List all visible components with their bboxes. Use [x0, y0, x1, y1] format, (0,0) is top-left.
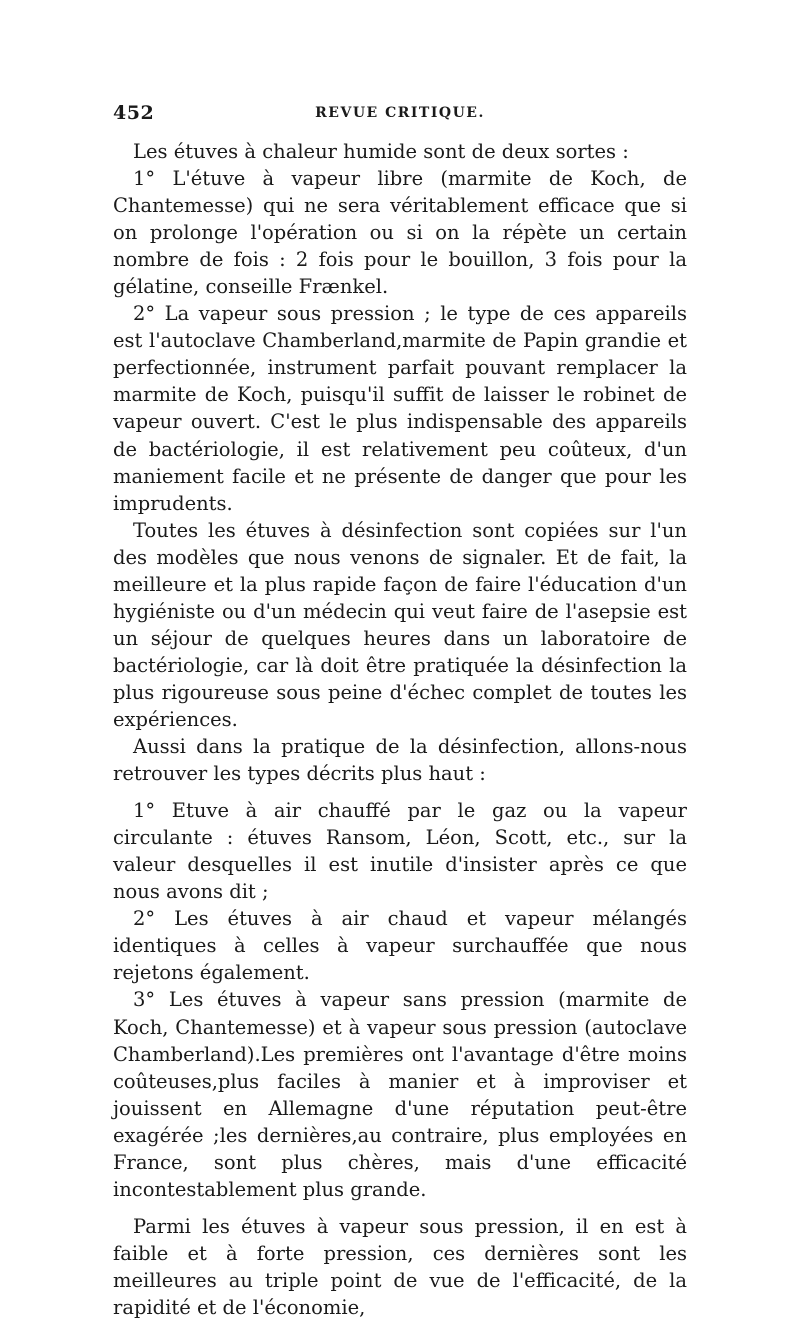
paragraph: 2° La vapeur sous pression ; le type de ces appareils est l'autoclave Chamberland,marmite de Papin grandie et perfectionnée, instrument parfait pouvant remplacer la marmite de Koch, puisqu'il suffit de laisser le robinet de vapeur ouvert. C'est le plus indispensable des appareils de bactériologie, il est relativement peu coûteux, d'un maniement facile et ne présente de danger que pour les imprudents. — [113, 302, 687, 515]
paragraph: Toutes les étuves à désinfection sont copiées sur l'un des modèles que nous venons de signaler. Et de fait, la meilleure et la plus rapide façon de faire l'éducation d'un hygiéniste ou d'un médecin qui veut faire de l'asepsie est un séjour de quelques heures dans un laboratoire de bactériologie, car là doit être pratiquée la désinfection la plus rigoureuse sous peine d'échec complet de toutes les expériences. — [113, 518, 687, 731]
page-header — [113, 102, 687, 126]
body-text — [113, 138, 687, 1321]
paragraph: 3° Les étuves à vapeur sans pression (marmite de Koch, Chantemesse) et à vapeur sous pression (autoclave Chamberland).Les premières ont l'avantage d'être moins coûteuses,plus faciles à manier et à improviser et jouissent en Allemagne d'une réputation peut-être exagérée ;les dernières,au contraire, plus employées en France, sont plus chères, mais d'une efficacité incontestablement plus grande. — [113, 988, 687, 1201]
paragraph: Les étuves à chaleur humide sont de deux sortes : — [133, 140, 629, 163]
paragraph: Parmi les étuves à vapeur sous pression, il en est à faible et à forte pression, ces dernières sont les meilleures au triple point de vue de l'efficacité, de la rapidité et de l'économie, — [113, 1214, 687, 1319]
running-title: REVUE CRITIQUE. — [315, 105, 485, 121]
paragraph: 2° Les étuves à air chaud et vapeur mélangés identiques à celles à vapeur surchauffée que nous rejetons également. — [113, 907, 687, 985]
page-number: 452 — [113, 102, 155, 124]
paragraph: 1° L'étuve à vapeur libre (marmite de Koch, de Chantemesse) qui ne sera véritablement efficace que si on prolonge l'opération ou si on la répète un certain nombre de fois : 2 fois pour le bouillon, 3 fois pour la gélatine, conseille Frænkel. — [113, 167, 687, 299]
paragraph: Aussi dans la pratique de la désinfection, allons-nous retrouver les types décrits plus haut : — [113, 735, 687, 786]
paragraph: 1° Etuve à air chauffé par le gaz ou la vapeur circulante : étuves Ransom, Léon, Scott, etc., sur la valeur desquelles il est inutile d'insister après ce que nous avons dit ; — [113, 799, 687, 904]
